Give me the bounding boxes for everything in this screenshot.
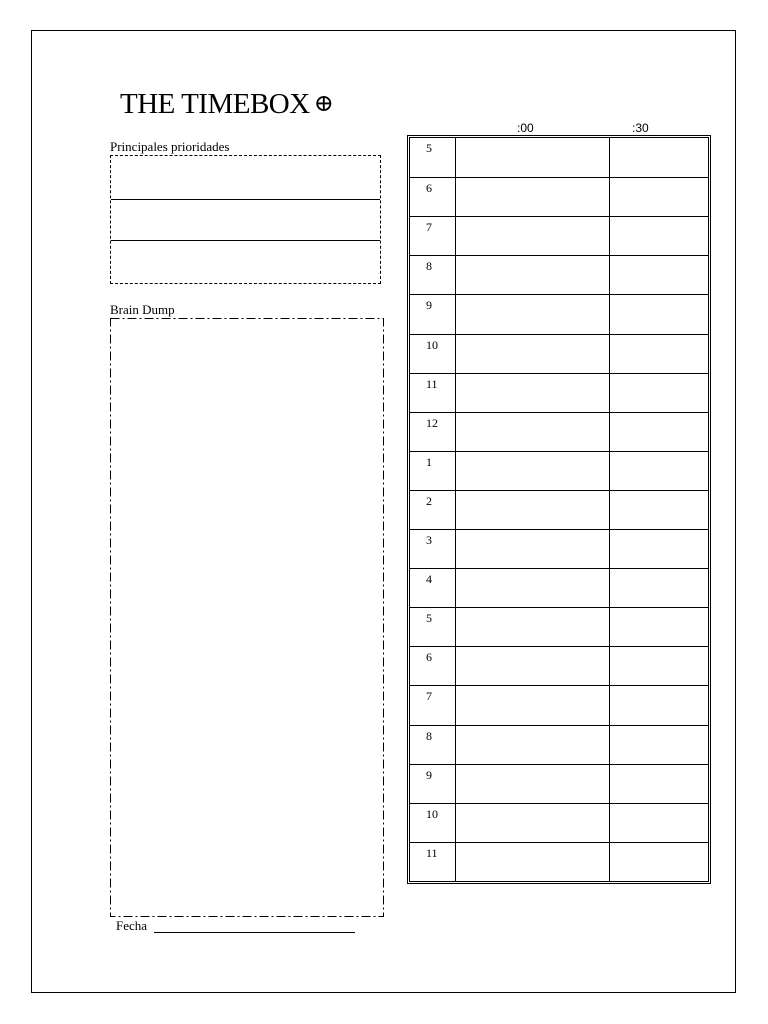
hour-label: 7 — [426, 689, 432, 704]
slot-00[interactable] — [456, 138, 608, 177]
hour-label: 8 — [426, 259, 432, 274]
date-input-line[interactable] — [154, 932, 355, 933]
slot-00[interactable] — [456, 295, 608, 333]
slot-00[interactable] — [456, 569, 608, 607]
schedule-row — [410, 490, 708, 529]
slot-30[interactable] — [610, 647, 708, 685]
slot-30[interactable] — [610, 413, 708, 451]
schedule-grid — [407, 135, 711, 884]
slot-00[interactable] — [456, 647, 608, 685]
hour-label: 1 — [426, 454, 432, 469]
slot-00[interactable] — [456, 452, 608, 490]
schedule-row — [410, 725, 708, 764]
column-header-00: :00 — [517, 121, 534, 135]
slot-30[interactable] — [610, 374, 708, 412]
hour-label: 12 — [426, 415, 438, 430]
schedule-row — [410, 334, 708, 373]
slot-30[interactable] — [610, 178, 708, 216]
schedule-row — [410, 294, 708, 333]
slot-00[interactable] — [456, 413, 608, 451]
slot-00[interactable] — [456, 530, 608, 568]
hour-label: 2 — [426, 493, 432, 508]
slot-00[interactable] — [456, 178, 608, 216]
hour-label: 6 — [426, 181, 432, 196]
title-text: THE TIMEBOX — [120, 88, 310, 120]
hour-label: 9 — [426, 298, 432, 313]
schedule-row — [410, 529, 708, 568]
schedule-row — [410, 685, 708, 724]
schedule-row — [410, 216, 708, 255]
hour-label: 4 — [426, 572, 432, 587]
slot-00[interactable] — [456, 256, 608, 294]
hour-label: 5 — [426, 141, 432, 155]
priority-slot-3[interactable] — [111, 241, 380, 283]
hour-label: 8 — [426, 728, 432, 743]
slot-00[interactable] — [456, 843, 608, 881]
priorities-box — [110, 155, 381, 284]
slot-30[interactable] — [610, 452, 708, 490]
slot-30[interactable] — [610, 138, 708, 177]
slot-30[interactable] — [610, 256, 708, 294]
crosshair-circle-icon: ⊕ — [313, 91, 334, 117]
slot-00[interactable] — [456, 804, 608, 842]
hour-label: 10 — [426, 337, 438, 352]
brain-dump-border — [110, 318, 385, 918]
slot-00[interactable] — [456, 765, 608, 803]
schedule-row — [410, 568, 708, 607]
schedule-row — [410, 177, 708, 216]
schedule-row — [410, 255, 708, 294]
slot-30[interactable] — [610, 765, 708, 803]
slot-00[interactable] — [456, 374, 608, 412]
hour-label: 11 — [426, 376, 438, 391]
page-title — [120, 88, 333, 121]
schedule-row — [410, 451, 708, 490]
brain-dump-label: Brain Dump — [110, 302, 175, 317]
hour-label: 9 — [426, 767, 432, 782]
priority-slot-2[interactable] — [111, 200, 380, 240]
slot-00[interactable] — [456, 726, 608, 764]
column-header-30: :30 — [632, 121, 649, 135]
slot-30[interactable] — [610, 295, 708, 333]
schedule-row — [410, 373, 708, 412]
schedule-row — [410, 138, 708, 177]
slot-30[interactable] — [610, 530, 708, 568]
schedule-row — [410, 412, 708, 451]
hour-label: 10 — [426, 806, 438, 821]
hour-label: 6 — [426, 650, 432, 665]
priority-slot-1[interactable] — [111, 156, 380, 199]
slot-30[interactable] — [610, 726, 708, 764]
slot-30[interactable] — [610, 569, 708, 607]
schedule-row — [410, 764, 708, 803]
schedule-row — [410, 842, 708, 881]
schedule-row — [410, 803, 708, 842]
schedule-row — [410, 607, 708, 646]
slot-30[interactable] — [610, 843, 708, 881]
brain-dump-area[interactable] — [110, 318, 385, 918]
slot-30[interactable] — [610, 608, 708, 646]
schedule-row — [410, 646, 708, 685]
hour-label: 7 — [426, 220, 432, 235]
date-label: Fecha — [116, 918, 148, 933]
slot-30[interactable] — [610, 491, 708, 529]
slot-00[interactable] — [456, 608, 608, 646]
hour-label: 11 — [426, 845, 438, 860]
slot-30[interactable] — [610, 804, 708, 842]
hour-label: 3 — [426, 533, 432, 548]
slot-30[interactable] — [610, 217, 708, 255]
slot-00[interactable] — [456, 335, 608, 373]
slot-30[interactable] — [610, 335, 708, 373]
slot-00[interactable] — [456, 686, 608, 724]
slot-00[interactable] — [456, 491, 608, 529]
slot-00[interactable] — [456, 217, 608, 255]
hour-label: 5 — [426, 611, 432, 626]
priorities-label: Principales prioridades — [110, 139, 230, 154]
slot-30[interactable] — [610, 686, 708, 724]
